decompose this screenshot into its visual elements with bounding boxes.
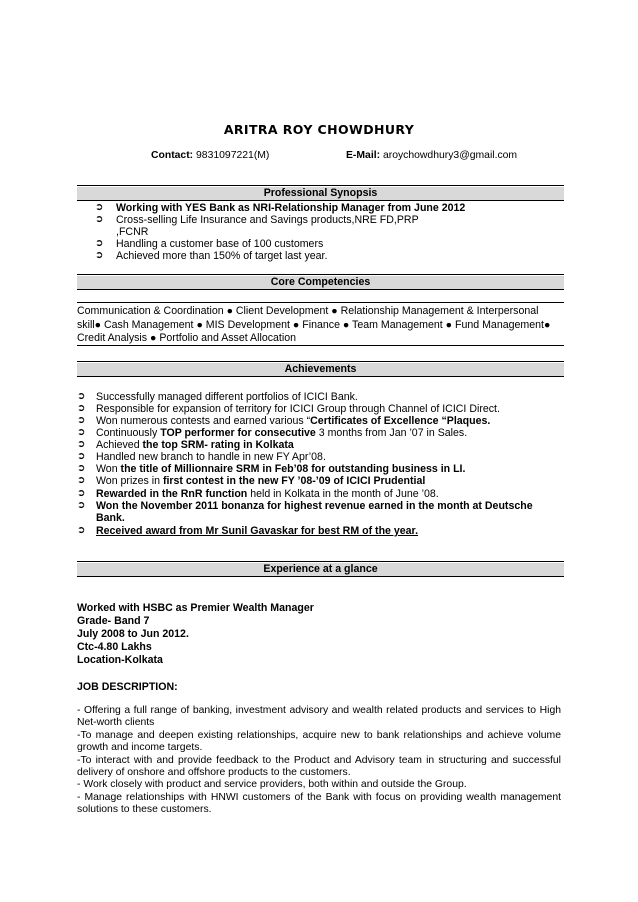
experience-location: Location-Kolkata	[77, 654, 163, 666]
arrow-bullet-icon: ➲	[77, 403, 86, 414]
section-rule	[77, 200, 564, 201]
section-rule	[77, 361, 564, 362]
job-description-paragraph: -To manage and deepen existing relationships, acquire new to bank relationships and achieve volume growth and income targets.	[77, 729, 561, 754]
section-rule	[77, 289, 564, 290]
arrow-bullet-icon: ➲	[77, 427, 86, 438]
arrow-bullet-icon: ➲	[95, 202, 104, 213]
arrow-bullet-icon: ➲	[77, 391, 86, 402]
contact-line	[151, 150, 269, 161]
experience-role: Worked with HSBC as Premier Wealth Manager	[77, 602, 314, 614]
job-description-body	[77, 705, 561, 817]
job-description-heading: JOB DESCRIPTION:	[77, 681, 178, 693]
arrow-bullet-icon: ➲	[77, 500, 86, 511]
section-rule	[77, 302, 564, 303]
email-address: aroychowdhury3@gmail.com	[382, 150, 518, 161]
arrow-bullet-icon: ➲	[95, 238, 104, 249]
achievements-heading: Achievements	[77, 363, 564, 376]
section-rule	[77, 576, 564, 577]
arrow-bullet-icon: ➲	[77, 463, 86, 474]
synopsis-heading: Professional Synopsis	[77, 187, 564, 200]
job-description-paragraph: -To interact with and provide feedback to the Product and Advisory team in structuring and successful delivery of onshore and offshore products to the customers.	[77, 754, 561, 779]
job-description-paragraph: - Manage relationships with HNWI customers of the Bank with focus on providing wealth management solutions to these customers.	[77, 791, 561, 816]
arrow-bullet-icon: ➲	[77, 488, 86, 499]
section-rule	[77, 185, 564, 186]
competencies-heading: Core Competencies	[77, 276, 564, 289]
arrow-bullet-icon: ➲	[95, 250, 104, 261]
job-description-paragraph: - Work closely with product and service providers, both within and outside the Group.	[77, 779, 467, 791]
contact-label: Contact:	[151, 150, 194, 161]
arrow-bullet-icon: ➲	[95, 214, 104, 225]
competencies-list: Communication & Coordination ● Client Development ● Relationship Management & Interpersonal skill● Cash Management ● MIS Development ● Finance ● Team Management ● Fund Management● Credit Analysis ● Portfolio and Asset Allocation	[77, 305, 551, 344]
experience-summary	[77, 602, 314, 667]
arrow-bullet-icon: ➲	[77, 415, 86, 426]
email-label: E-Mail:	[346, 150, 381, 161]
section-rule	[77, 274, 564, 275]
experience-grade: Grade- Band 7	[77, 615, 150, 627]
experience-ctc: Ctc-4.80 Lakhs	[77, 641, 152, 653]
section-rule	[77, 345, 564, 346]
contact-phone: 9831097221(M)	[196, 150, 270, 161]
candidate-name: ARITRA ROY CHOWDHURY	[223, 122, 415, 137]
arrow-bullet-icon: ➲	[77, 451, 86, 462]
arrow-bullet-icon: ➲	[77, 525, 86, 536]
section-rule	[77, 376, 564, 377]
experience-dates: July 2008 to Jun 2012.	[77, 628, 189, 640]
section-rule	[77, 561, 564, 562]
email-line	[346, 150, 517, 161]
experience-heading: Experience at a glance	[77, 563, 564, 576]
job-description-paragraph: - Offering a full range of banking, investment advisory and wealth related products and services to High Net-worth clients	[77, 705, 561, 729]
arrow-bullet-icon: ➲	[77, 475, 86, 486]
arrow-bullet-icon: ➲	[77, 439, 86, 450]
